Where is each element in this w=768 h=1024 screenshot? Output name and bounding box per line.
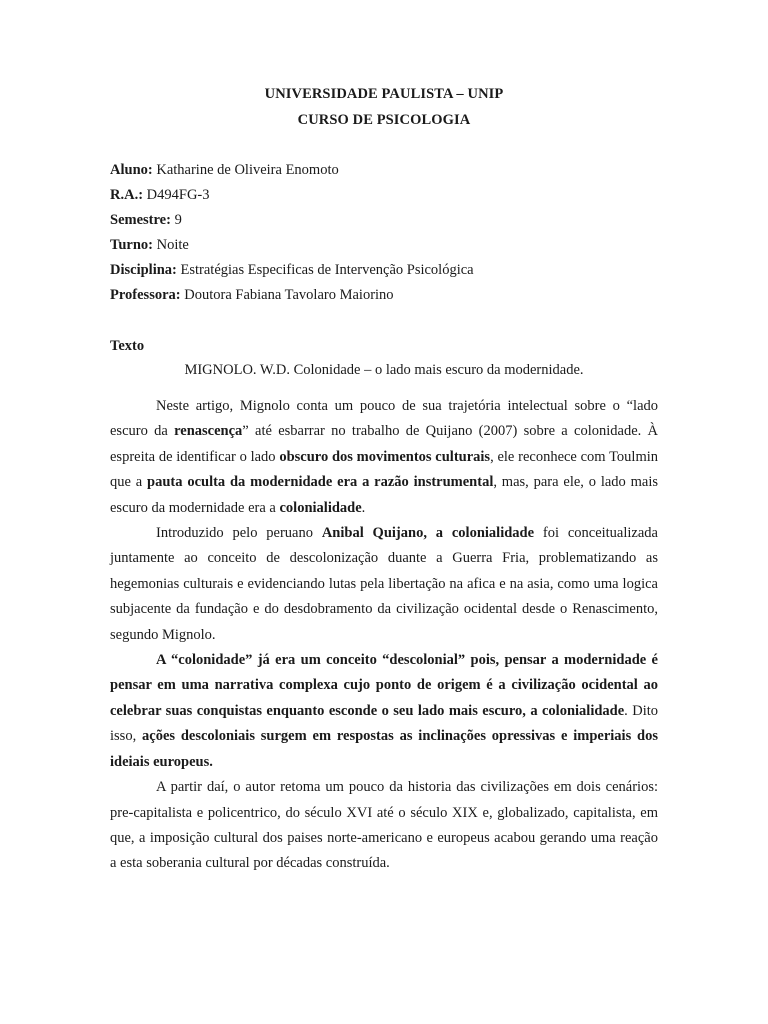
p1-text-4: , mas, para ele, o lado mais escuro da modernidade era a bbox=[110, 474, 658, 516]
ra-value: D494FG-3 bbox=[143, 187, 210, 203]
p1-text-1: Neste artigo, Mignolo conta um pouco de sua trajetória intelectual sobre o “lado escuro da bbox=[110, 398, 658, 440]
p2-text-1: Introduzido pelo peruano bbox=[156, 525, 322, 542]
turno-value: Noite bbox=[152, 237, 189, 253]
paragraph-1 bbox=[110, 394, 658, 521]
info-professora bbox=[110, 287, 394, 304]
aluno-value: Katharine de Oliveira Enomoto bbox=[152, 162, 339, 178]
p1-text-2: ” até esbarrar no trabalho de Quijano (2007) sobre a colonidade. À espreita de identificar o lado bbox=[110, 423, 659, 465]
disciplina-label: Disciplina: bbox=[110, 262, 177, 278]
info-ra bbox=[110, 187, 210, 204]
info-turno bbox=[110, 237, 189, 254]
paragraph-2 bbox=[110, 521, 658, 648]
p1-bold-4: colonialidade bbox=[279, 499, 362, 516]
info-aluno bbox=[110, 162, 339, 179]
p1-bold-2: obscuro dos movimentos culturais bbox=[279, 448, 491, 465]
p1-text-3: , ele reconhece com Toulmin que a bbox=[110, 448, 658, 491]
texto-heading: Texto bbox=[110, 338, 145, 354]
p1-text-5: . bbox=[361, 499, 366, 516]
semestre-value: 9 bbox=[170, 212, 182, 228]
p3-text-1: . Dito isso, bbox=[110, 702, 658, 745]
professora-value: Doutora Fabiana Tavolaro Maiorino bbox=[180, 287, 394, 303]
disciplina-value: Estratégias Especificas de Intervenção Psicológica bbox=[176, 262, 474, 278]
p2-text-2: foi conceitualizada juntamente ao conceito de descolonização duante a Guerra Fria, problematizando as hegemonias culturais e evidenciando lutas pela libertação na afica e na asia, como uma logica subjacente da fundação e do desdobramento da civilização ocidental desde o Renascimento, segundo Mignolo. bbox=[110, 525, 658, 643]
p1-bold-3: pauta oculta da modernidade era a razão instrumental bbox=[147, 474, 494, 491]
info-disciplina bbox=[110, 262, 474, 279]
p3-bold-2: ações descoloniais surgem em respostas as inclinações opressivas e imperiais dos ideiais europeus. bbox=[110, 728, 658, 770]
paragraph-3 bbox=[110, 648, 658, 775]
p4-text-1: A partir daí, o autor retoma um pouco da historia das civilizações em dois cenários: pre-capitalista e policentrico, do século XVI até o século XIX e, globalizado, capitalista, em que, a imposição cultural dos paises norte-americano e europeus acabou gerando uma reação a esta soberania cultural por décadas construída. bbox=[110, 779, 658, 872]
article-body bbox=[110, 394, 658, 877]
aluno-label: Aluno: bbox=[110, 162, 153, 178]
professora-label: Professora: bbox=[110, 287, 181, 303]
ra-label: R.A.: bbox=[110, 187, 144, 203]
p3-bold-1: A “colonidade” já era um conceito “descolonial” pois, pensar a modernidade é pensar em uma narrativa complexa cujo ponto de origem é a civilização ocidental ao celebrar suas conquistas enquanto esconde o seu lado mais escuro, a colonialidade bbox=[110, 652, 658, 719]
course-title: CURSO DE PSICOLOGIA bbox=[297, 112, 471, 128]
reference-citation: MIGNOLO. W.D. Colonidade – o lado mais escuro da modernidade. bbox=[184, 362, 584, 378]
semestre-label: Semestre: bbox=[110, 212, 171, 228]
paragraph-4 bbox=[110, 775, 658, 877]
info-semestre bbox=[110, 212, 182, 229]
university-title: UNIVERSIDADE PAULISTA – UNIP bbox=[264, 86, 504, 102]
turno-label: Turno: bbox=[110, 237, 153, 253]
p2-bold-1: Anibal Quijano, a colonialidade bbox=[321, 525, 535, 542]
p1-bold-1: renascença bbox=[174, 423, 243, 440]
